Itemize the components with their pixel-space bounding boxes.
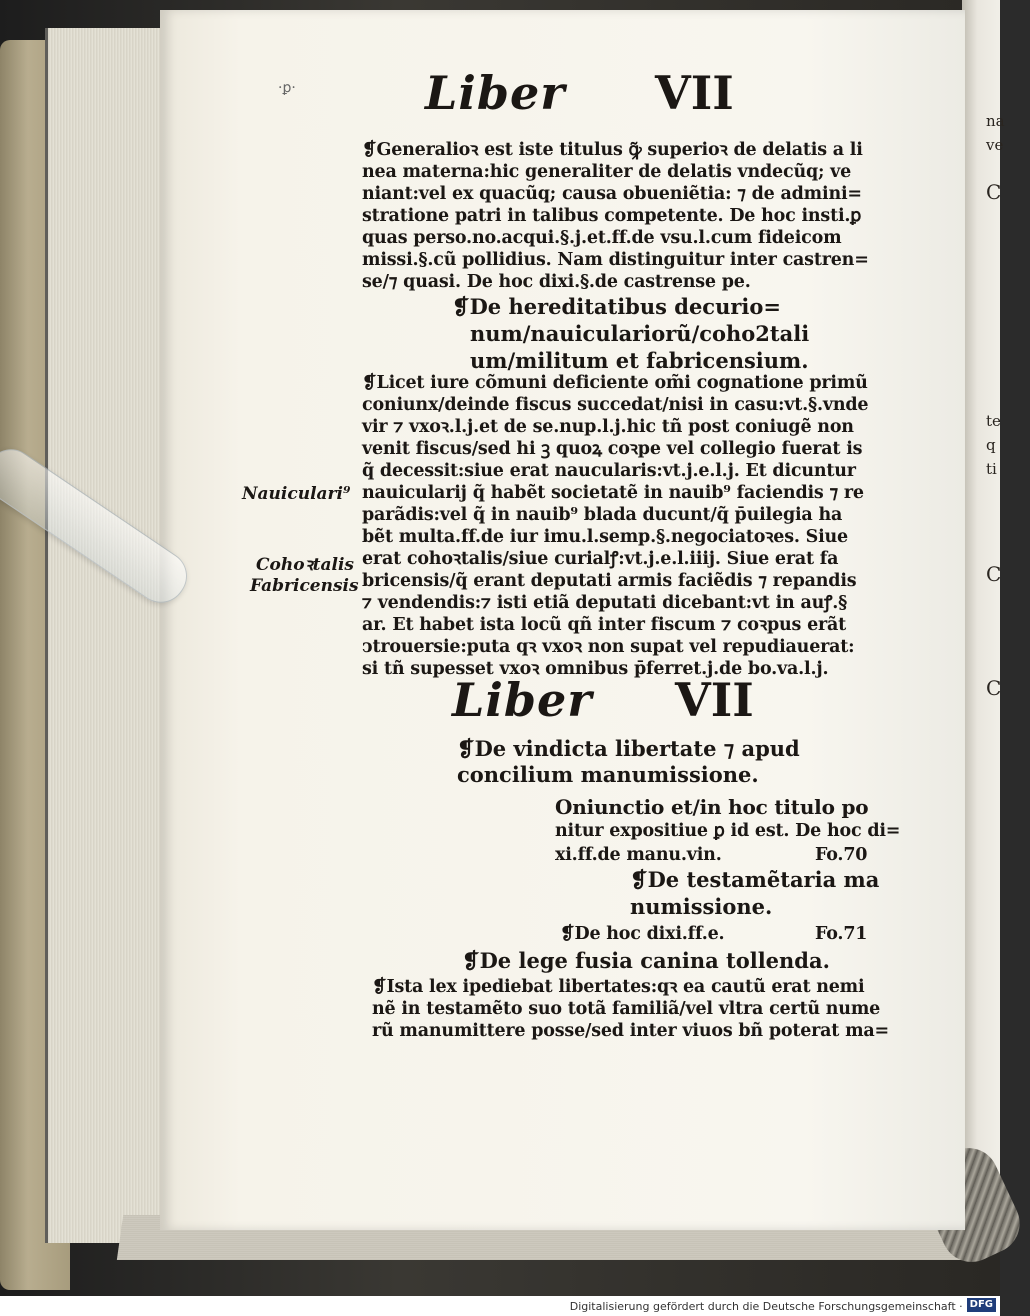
facing-page-fragment: te: [986, 412, 1001, 430]
text-line: niant:vel ex quacũq; causa obueniẽtia: ⁊ de admini=: [362, 184, 862, 204]
facing-page-fragment: ve: [986, 136, 1004, 154]
text-line: ❡Generalioꝛ est iste titulus ꝙ̃ superioꝛ de delatis a li: [362, 140, 863, 160]
text-line: nitur expositiue ꝑ id est. De hoc di=: [555, 821, 901, 841]
text-line: se/⁊ quasi. De hoc dixi.§.de castrense pe.: [362, 272, 751, 292]
text-line: venit fiscus/sed hi ꝫ quoꝝ coꝛpe vel collegio fuerat is: [362, 439, 863, 459]
text-line: ⁊ vendendis:⁊ isti etiã deputati dicebant:vt in auꝭ.§: [362, 593, 848, 613]
title-line: concilium manumissione.: [457, 762, 759, 787]
facing-page-fragment: C: [986, 562, 1002, 586]
text-line: ❡Ista lex ipediebat libertates:qꝛ ea cautũ erat nemi: [372, 977, 865, 997]
title-line: ❡De hereditatibus decurio=: [452, 294, 782, 319]
text-line: Oniunctio et/in hoc titulo po: [555, 795, 869, 819]
stray-mark: ·ꝑ·: [278, 80, 296, 96]
text-line: parãdis:vel q̃ in nauib⁹ blada ducunt/q̃ p̄uilegia ha: [362, 505, 843, 525]
folio-reference-70: Fo.70: [815, 845, 868, 865]
title-line: ❡De testamẽtaria ma: [630, 867, 880, 892]
text-line: erat cohoꝛtalis/siue curialꝭ:vt.j.e.l.iiij. Siue erat fa: [362, 549, 839, 569]
text-line: si tñ supesset vxoꝛ omnibus p̄ferret.j.de bo.va.l.j.: [362, 659, 829, 679]
heading-liber-1: Liber: [425, 66, 566, 120]
text-line: ↄtrouersie:puta qꝛ vxoꝛ non supat vel repudiauerat:: [362, 637, 855, 657]
text-line: nauicularij q̃ habẽt societatẽ in nauib⁹ faciendis ⁊ re: [362, 483, 864, 503]
dfg-logo: DFG: [967, 1298, 996, 1312]
footer-credit-text: Digitalisierung gefördert durch die Deutsche Forschungsgemeinschaft ·: [569, 1300, 963, 1313]
text-line: rũ manumittere posse/sed inter viuos bñ poterat ma=: [372, 1021, 889, 1041]
text-line: bricensis/q̃ erant deputati armis faciẽdis ⁊ repandis: [362, 571, 857, 591]
title-de-lege-fusia: ❡De lege fusia canina tollenda.: [462, 948, 830, 973]
heading-liber-2: Liber: [452, 673, 593, 727]
text-line: ❡Licet iure cõmuni deficiente om̃i cognatione primũ: [362, 373, 868, 393]
title-line: um/militum et fabricensium.: [470, 348, 809, 373]
text-line: vir ⁊ vxoꝛ.l.j.et de se.nup.l.j.hic tñ post coniugẽ non: [362, 417, 854, 437]
title-line: ❡De vindicta libertate ⁊ apud: [457, 736, 800, 761]
heading-numeral-2: VII: [675, 673, 754, 727]
text-line: xi.ff.de manu.vin.: [555, 845, 722, 865]
heading-numeral-1: VII: [655, 66, 734, 120]
text-line: q̃ decessit:siue erat naucularis:vt.j.e.l.j. Et dicuntur: [362, 461, 856, 481]
title-line: numissione.: [630, 894, 773, 919]
digitization-footer: [0, 1296, 1000, 1316]
text-line: ar. Et habet ista locũ qñ inter fiscum ⁊ coꝛpus erãt: [362, 615, 847, 635]
text-de-hoc-dixi: ❡De hoc dixi.ff.e.: [560, 924, 725, 944]
facing-page-fragment: C: [986, 676, 1002, 700]
facing-page-fragment: C: [986, 180, 1002, 204]
title-line: num/nauiculariorũ/coho2tali: [470, 321, 810, 346]
facing-page-fragment: ti: [986, 460, 997, 478]
facing-page-fragment: na: [986, 112, 1005, 130]
facing-page-fragment: q: [986, 436, 996, 454]
text-line: stratione patri in talibus competente. De hoc insti.ꝑ: [362, 206, 862, 226]
folio-reference-71: Fo.71: [815, 924, 868, 944]
margin-note-fabricensis: Fabricensis: [250, 576, 359, 596]
margin-note-cohortalis: Cohoꝛtalis: [256, 555, 354, 575]
text-line: missi.§.cũ pollidius. Nam distinguitur inter castren=: [362, 250, 869, 270]
text-line: quas perso.no.acqui.§.j.et.ff.de vsu.l.cum fideicom: [362, 228, 842, 248]
text-line: nea materna:hic generaliter de delatis vndecũq; ve: [362, 162, 852, 182]
text-line: bẽt multa.ff.de iur imu.l.semp.§.negociatoꝛes. Siue: [362, 527, 848, 547]
margin-note-nauicularius: Nauiculari⁹: [242, 484, 351, 504]
text-line: coniunx/deinde fiscus succedat/nisi in casu:vt.§.vnde: [362, 395, 869, 415]
text-line: nẽ in testamẽto suo totã familiã/vel vltra certũ nume: [372, 999, 881, 1019]
